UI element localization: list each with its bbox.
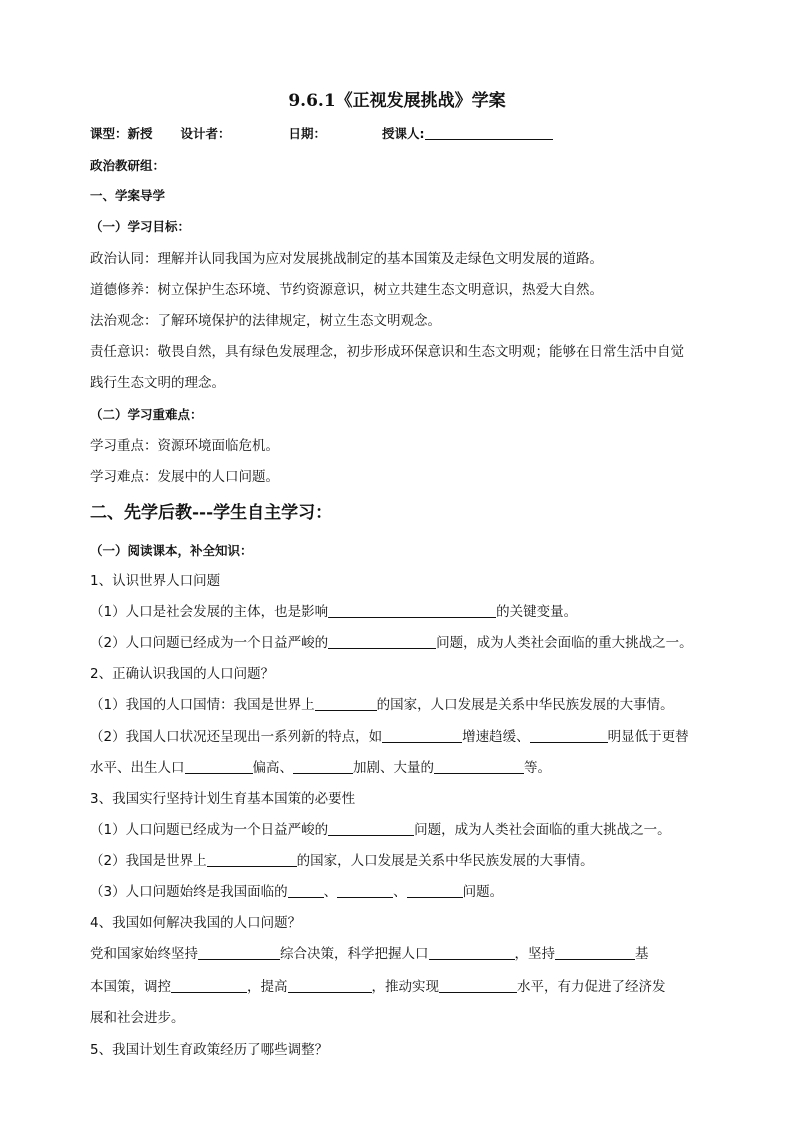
q4-blank-5[interactable]	[288, 978, 372, 993]
q3-line3: （3）人口问题始终是我国面临的 、 、 问题。	[90, 884, 504, 900]
goal-political: 政治认同：理解并认同我国为应对发展挑战制定的基本国策及走绿色文明发展的道路。	[90, 251, 603, 267]
q4-blank-2[interactable]	[429, 945, 515, 960]
goals-heading: （一）学习目标：	[90, 219, 191, 234]
q2-line3: 水平、出生人口 偏高、 加剧、大量的 等。	[90, 760, 551, 776]
key-heading: （二）学习重难点：	[90, 407, 203, 422]
goal-responsibility: 责任意识：敬畏自然，具有绿色发展理念，初步形成环保意识和生态文明观；能够在日常生活中自觉	[90, 344, 684, 360]
group-label: 政治教研组：	[90, 158, 166, 173]
q4-blank-3[interactable]	[555, 945, 635, 960]
q3-blank-2[interactable]	[207, 852, 297, 867]
section2-subheading: （一）阅读课本，补全知识：	[90, 543, 253, 558]
q3-line2: （2）我国是世界上 的国家，人口发展是关系中华民族发展的大事情。	[90, 853, 594, 869]
q4-line2: 本国策，调控 ，提高 ，推动实现 水平，有力促进了经济发	[90, 979, 666, 995]
course-type: 课型：新授	[90, 126, 153, 141]
q3-blank-1[interactable]	[328, 821, 414, 836]
q2-blank-2[interactable]	[382, 728, 462, 743]
q2-blank-3[interactable]	[530, 728, 608, 743]
designer-label: 设计者：	[180, 126, 231, 141]
q3-blank-4[interactable]	[337, 883, 393, 898]
meta-line	[90, 125, 553, 143]
teacher-label: 授课人:	[382, 126, 425, 141]
q1-blank-2[interactable]	[328, 634, 436, 649]
key-point: 学习重点：资源环境面临危机。	[90, 438, 279, 454]
q2-blank-4[interactable]	[185, 759, 253, 774]
q5-title: 5、我国计划生育政策经历了哪些调整？	[90, 1042, 329, 1058]
q4-line3: 展和社会进步。	[90, 1010, 185, 1026]
q2-blank-5[interactable]	[293, 759, 353, 774]
q1-blank-1[interactable]	[328, 603, 496, 618]
q2-blank-1[interactable]	[315, 696, 377, 711]
q4-title: 4、我国如何解决我国的人口问题？	[90, 915, 302, 931]
q2-line2: （2）我国人口状况还呈现出一系列新的特点，如 增速趋缓、 明显低于更替	[90, 729, 689, 745]
q1-line1: （1）人口是社会发展的主体，也是影响 的关键变量。	[90, 604, 578, 620]
q3-blank-3[interactable]	[288, 883, 324, 898]
q4-blank-6[interactable]	[439, 978, 517, 993]
q4-line1: 党和国家始终坚持 综合决策，科学把握人口 ，坚持 基	[90, 946, 649, 962]
goal-law: 法治观念：了解环境保护的法律规定，树立生态文明观念。	[90, 313, 441, 329]
goal-moral: 道德修养：树立保护生态环境、节约资源意识，树立共建生态文明意识，热爱大自然。	[90, 282, 603, 298]
q3-title: 3、我国实行坚持计划生育基本国策的必要性	[90, 791, 356, 807]
q1-title: 1、认识世界人口问题	[90, 573, 221, 589]
q1-line2: （2）人口问题已经成为一个日益严峻的 问题，成为人类社会面临的重大挑战之一。	[90, 635, 693, 651]
q2-title: 2、正确认识我国的人口问题？	[90, 666, 275, 682]
section1-heading: 一、学案导学	[90, 188, 166, 203]
section2-heading: 二、先学后教---学生自主学习：	[90, 503, 333, 523]
goal-responsibility-cont: 践行生态文明的理念。	[90, 375, 225, 391]
q2-line1: （1）我国的人口国情：我国是世界上 的国家，人口发展是关系中华民族发展的大事情。	[90, 697, 674, 713]
teacher-blank[interactable]	[425, 125, 553, 140]
date-label: 日期：	[288, 126, 327, 141]
page-title: 9.6.1《正视发展挑战》学案	[288, 91, 506, 111]
q3-blank-5[interactable]	[407, 883, 463, 898]
q4-blank-4[interactable]	[171, 978, 247, 993]
q4-blank-1[interactable]	[198, 945, 280, 960]
q3-line1: （1）人口问题已经成为一个日益严峻的 问题，成为人类社会面临的重大挑战之一。	[90, 822, 671, 838]
difficult-point: 学习难点：发展中的人口问题。	[90, 469, 279, 485]
q2-blank-6[interactable]	[434, 759, 524, 774]
